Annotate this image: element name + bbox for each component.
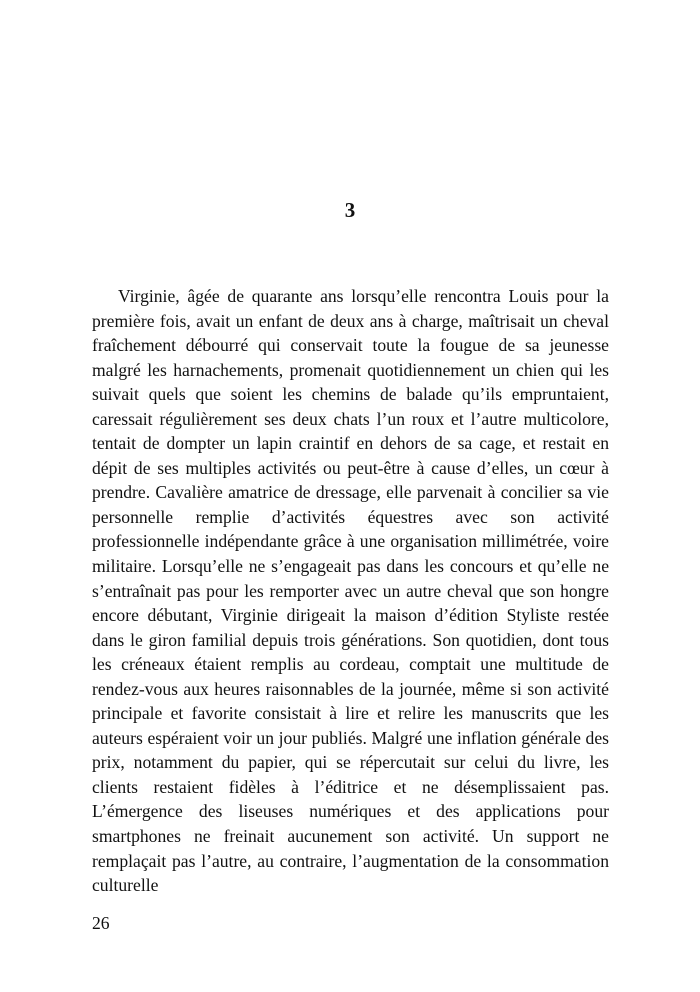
- chapter-number: 3: [344, 198, 356, 222]
- page-number: 26: [92, 913, 110, 933]
- body-paragraph: Virginie, âgée de quarante ans lorsqu’elle rencontra Louis pour la première fois, avait un enfant de deux ans à charge, maîtrisait un cheval fraîchement débourré qui conservait toute la fougue de sa jeunesse malgré les harnachements, promenait quotidiennement un chien qui les suivait quels que soient les chemins de balade qu’ils empruntaient, caressait régulièrement ses deux chats l’un roux et l’autre multicolore, tentait de dompter un lapin craintif en dehors de sa cage, et restait en dépit de ses multiples activités ou peut-être à cause d’elles, un cœur à prendre. Cavalière amatrice de dressage, elle parvenait à concilier sa vie personnelle remplie d’activités équestres avec son activité professionnelle indépendante grâce à une organisation millimétrée, voire militaire. Lorsqu’elle ne s’engageait pas dans les concours et qu’elle ne s’entraînait pas pour les remporter avec un autre cheval que son hongre encore débutant, Virginie dirigeait la maison d’édition Styliste restée dans le giron familial depuis trois générations. Son quotidien, dont tous les créneaux étaient remplis au cordeau, comptait une multitude de rendez-vous aux heures raisonnables de la journée, même si son activité principale et favorite consistait à lire et relire les manuscrits que les auteurs espéraient voir un jour publiés. Malgré une inflation générale des prix, notamment du papier, qui se répercutait sur celui du livre, les clients restaient fidèles à l’éditrice et ne désemplissaient pas. L’émergence des liseuses numériques et des applications pour smartphones ne freinait aucunement son activité. Un support ne remplaçait pas l’autre, au contraire, l’augmentation de la consommation culturelle: [92, 286, 609, 896]
